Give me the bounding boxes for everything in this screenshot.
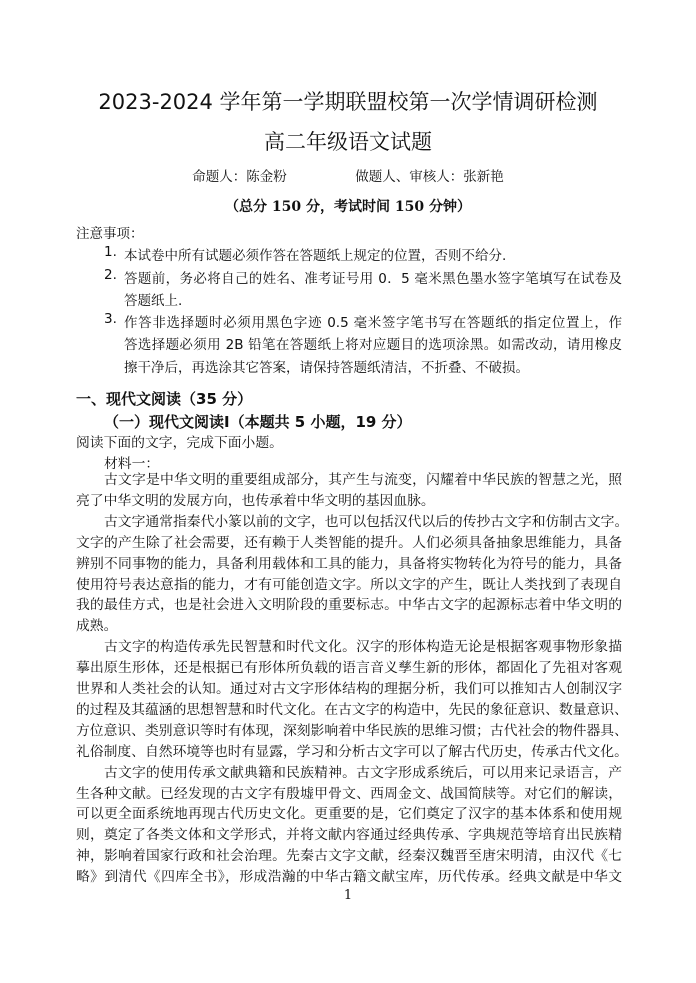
passage-line: 使用符号表达意指的能力，才有可能创造文字。所以文字的产生，既让人类找到了表现自: [76, 576, 622, 593]
passage-line: 礼俗制度、自然环境等也时有显露，学习和分析古文字可以了解古代历史，传承古代文化。: [76, 743, 628, 760]
exam-subtitle: 高二年级语文试题: [264, 130, 432, 154]
passage-line: 辨别不同事物的能力，具备利用载体和工具的能力，具备将实物转化为符号的能力，具备: [76, 555, 622, 572]
passage-line: 古文字通常指秦代小篆以前的文字，也可以包括汉代以后的传抄古文字和仿制古文字。: [104, 513, 629, 530]
notice-item-line: 擦干净后，再选涂其它答案，请保持答题纸清洁，不折叠、不破损。: [124, 360, 529, 376]
notice-item-number: 1.: [104, 244, 117, 260]
passage-line: 方位意识、类别意识等时有体现，深刻影响着中华民族的思维习惯；古代社会的物件器具、: [76, 722, 628, 739]
passage-line: 可以更全面系统地再现古代历史文化。更重要的是，它们奠定了汉字的基本体系和使用规: [76, 806, 622, 823]
passage-line: 成熟。: [76, 618, 118, 635]
passage-line: 则，奠定了各类文体和文学形式，并将文献内容通过经典传承、字典规范等培育出民族精: [76, 827, 622, 844]
notice-heading: 注意事项：: [76, 226, 144, 242]
notice-item-line: 答题纸上.: [124, 293, 183, 309]
notice-item-number: 2.: [104, 267, 117, 283]
notice-item-line: 答题前，务必将自己的姓名、准考证号用 0．5 毫米黑色墨水签字笔填写在试卷及: [124, 271, 622, 287]
passage-line: 世界和人类社会的认知。通过对古文字形体结构的理据分析，我们可以推知古人创制汉字: [76, 681, 622, 697]
section-heading: 一、现代文阅读（35 分）: [76, 390, 253, 408]
passage-line: 摹出原生形体，还是根据已有形体所负载的语言音义孳生新的形体，都固化了先祖对客观: [76, 660, 622, 677]
passage-line: 古文字的构造传承先民智慧和时代文化。汉字的形体构造无论是根据客观事物形象描: [104, 639, 622, 656]
passage-line: 古文字的使用传承文献典籍和民族精神。古文字形成系统后，可以用来记录语言，产: [104, 764, 622, 781]
exam-title: 2023-2024 学年第一学期联盟校第一次学情调研检测: [98, 90, 598, 114]
instruction: 阅读下面的文字，完成下面小题。: [76, 435, 283, 451]
passage-line: 亮了中华文明的发展方向，也传承着中华文明的基因血脉。: [76, 492, 435, 509]
material-label: 材料一：: [104, 456, 160, 472]
passage-line: 略》到清代《四库全书》，形成浩瀚的中华古籍文献宝库，历代传承。经典文献是中华文: [76, 869, 622, 886]
subsection-heading: （一）现代文阅读Ⅰ（本题共 5 小题，19 分）: [104, 413, 412, 431]
reviewer: 做题人、审核人：张新艳: [355, 169, 504, 185]
notice-item-line: 本试卷中所有试题必须作答在答题纸上规定的位置，否则不给分.: [124, 248, 507, 264]
passage-line: 生各种文献。已经发现的古文字有殷墟甲骨文、西周金文、战国简牍等。对它们的解读，: [76, 785, 622, 802]
passage-line: 的过程及其蕴涵的思想智慧和时代文化。在古文字的构造中，先民的象征意识、数量意识、: [76, 701, 628, 718]
passage-line: 古文字是中华文明的重要组成部分，其产生与流变，闪耀着中华民族的智慧之光，照: [104, 472, 622, 488]
authors: [0, 165, 696, 185]
setter: 命题人：陈金粉: [192, 169, 287, 185]
page-number: 1: [343, 888, 353, 903]
notice-item-line: 作答非选择题时必须用黑色字迹 0.5 毫米签字笔书写在答题纸的指定位置上，作: [124, 315, 622, 331]
notice-item-number: 3.: [104, 311, 117, 327]
notice-item-line: 答选择题必须用 2B 铅笔在答题纸上将对应题目的选项涂黑。如需改动，请用橡皮: [124, 337, 622, 353]
passage-line: 我的最佳方式，也是社会进入文明阶段的重要标志。中华古文字的起源标志着中华文明的: [76, 597, 622, 614]
passage-line: 神，影响着国家行政和社会治理。先秦古文字文献，经秦汉魏晋至唐宋明清，由汉代《七: [76, 848, 622, 865]
passage-line: 文字的产生除了社会需要，还有赖于人类智能的提升。人们必须具备抽象思维能力，具备: [76, 534, 622, 551]
exam-total: （总分 150 分，考试时间 150 分钟）: [225, 199, 471, 215]
